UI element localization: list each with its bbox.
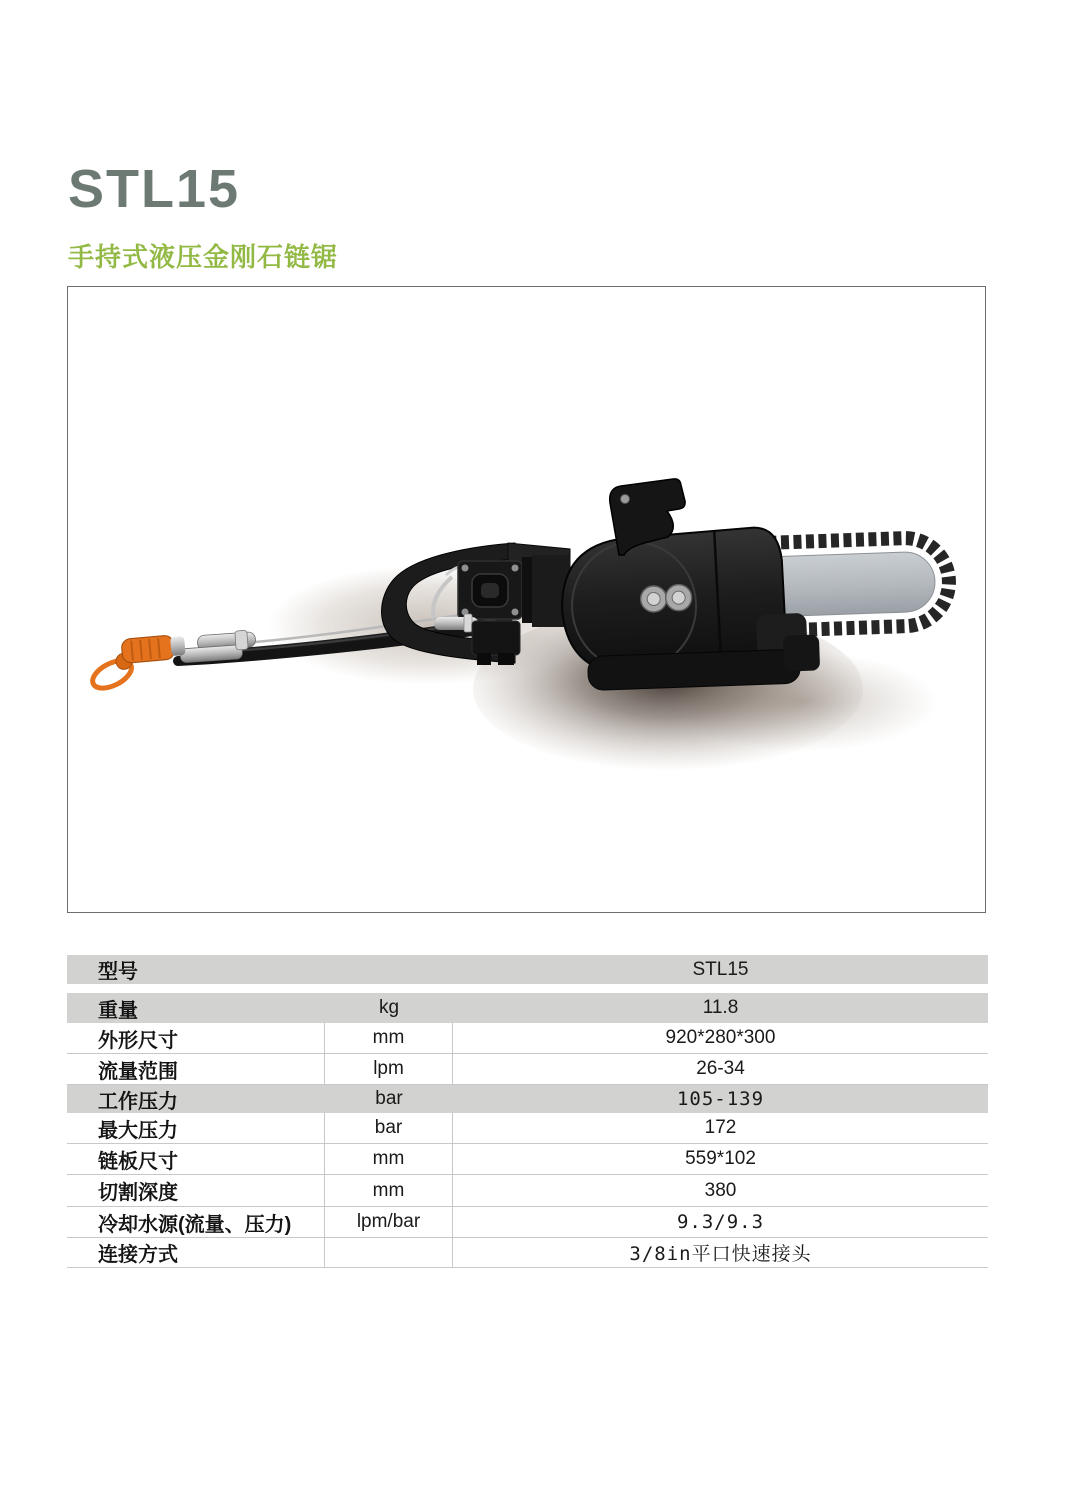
spec-table [67, 955, 988, 1268]
row-value: 559*102 [685, 1148, 756, 1169]
table-row [67, 1144, 988, 1175]
row-label: 外形尺寸 [67, 1023, 325, 1053]
row-label: 切割深度 [67, 1175, 325, 1206]
row-value: 380 [704, 1179, 737, 1201]
row-unit: mm [325, 1023, 453, 1053]
table-row [67, 1085, 988, 1113]
row-unit [325, 1238, 453, 1267]
row-unit: mm [325, 1175, 453, 1206]
row-label: 连接方式 [67, 1238, 325, 1267]
table-row [67, 1113, 988, 1144]
table-row [67, 993, 988, 1023]
page-subtitle: 手持式液压金刚石链锯 [68, 242, 339, 272]
row-unit [325, 955, 453, 984]
product-image-hydraulic-chainsaw [68, 287, 985, 912]
table-row [67, 955, 988, 984]
row-value: 26-34 [696, 1058, 745, 1079]
table-row [67, 1054, 988, 1085]
row-label: 工作压力 [98, 1090, 178, 1113]
row-value: 920*280*300 [665, 1027, 776, 1048]
row-value: 9.3/9.3 [676, 1211, 765, 1233]
row-label: 重量 [98, 999, 138, 1022]
row-label: 型号 [98, 961, 138, 983]
valve-block [458, 557, 534, 623]
row-unit: bar [375, 1088, 403, 1109]
row-unit: kg [378, 997, 400, 1018]
row-unit: bar [325, 1113, 453, 1143]
page-title: STL15 [68, 159, 241, 219]
row-value: 172 [704, 1117, 737, 1138]
product-image-box [67, 286, 986, 913]
table-gap [67, 984, 988, 993]
row-value: 11.8 [702, 997, 739, 1018]
row-value: 3/8in平口快速接头 [629, 1243, 812, 1265]
table-row [67, 1238, 988, 1268]
row-label: 最大压力 [67, 1113, 325, 1143]
table-row [67, 1175, 988, 1207]
row-label: 冷却水源(流量、压力) [67, 1207, 325, 1237]
row-value: 105-139 [676, 1088, 765, 1110]
row-unit: mm [325, 1144, 453, 1174]
row-unit: lpm [325, 1054, 453, 1084]
row-unit: lpm/bar [325, 1207, 453, 1237]
row-label: 链板尺寸 [67, 1144, 325, 1174]
table-row [67, 1023, 988, 1054]
quick-coupler [86, 634, 189, 694]
row-label: 流量范围 [67, 1054, 325, 1084]
table-row [67, 1207, 988, 1238]
row-value: STL15 [692, 958, 749, 980]
